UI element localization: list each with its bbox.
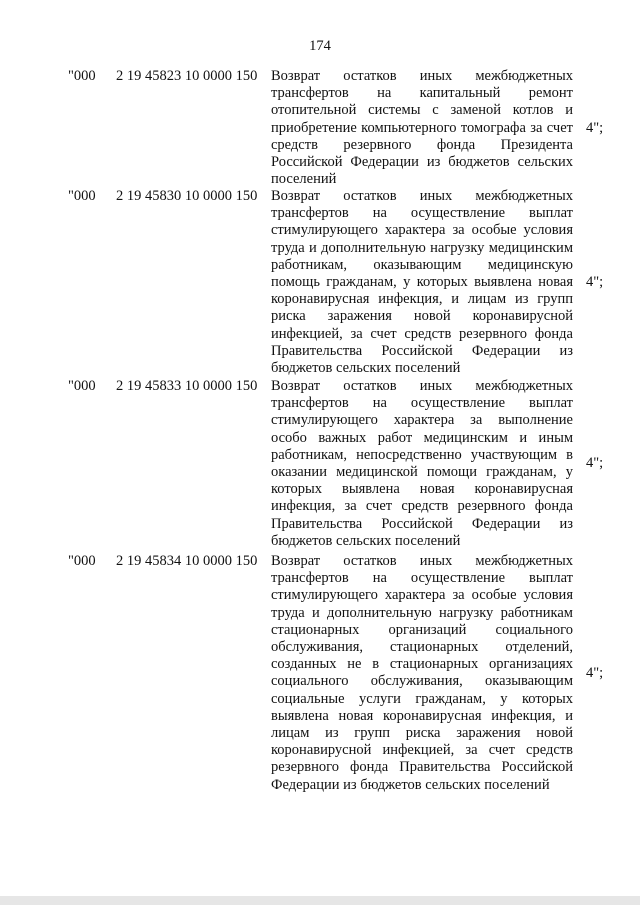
entry-description: Возврат остатков иных межбюджетных трансфертов на капитальный ремонт отопительной системы с заменой котлов и приобретение компьютерного томографа за счет средств резервного фонда Президента Российской Федерации из бюджетов сельских поселений bbox=[271, 68, 573, 188]
budget-classification-code: 2 19 45830 10 0000 150 bbox=[116, 188, 258, 204]
entry-description: Возврат остатков иных межбюджетных трансфертов на осуществление выплат стимулирующего характера за выполнение особо важных работ медицинским и иным работникам, непосредственно участвующим в оказании медицинской помощи гражданам, у которых выявлена новая коронавирусная инфекция, за счет средств резервного фонда Правительства Российской Федерации из бюджетов сельских поселений bbox=[271, 378, 573, 549]
budget-classification-code: 2 19 45823 10 0000 150 bbox=[116, 68, 258, 84]
budget-code-entry-45823 bbox=[0, 68, 640, 189]
entry-prefix: "000 bbox=[68, 68, 96, 84]
scan-bottom-edge bbox=[0, 896, 640, 905]
budget-code-entry-45834 bbox=[0, 553, 640, 813]
budget-classification-code: 2 19 45834 10 0000 150 bbox=[116, 553, 258, 569]
budget-code-entry-45833 bbox=[0, 378, 640, 551]
budget-classification-code: 2 19 45833 10 0000 150 bbox=[116, 378, 258, 394]
entry-prefix: "000 bbox=[68, 553, 96, 569]
page-number: 174 bbox=[309, 38, 331, 54]
budget-code-entry-45830 bbox=[0, 188, 640, 378]
entry-suffix: 4"; bbox=[586, 274, 604, 290]
entry-suffix: 4"; bbox=[586, 455, 604, 471]
entry-suffix: 4"; bbox=[586, 120, 604, 136]
entry-prefix: "000 bbox=[68, 188, 96, 204]
entry-description: Возврат остатков иных межбюджетных трансфертов на осуществление выплат стимулирующего характера за особые условия труда и дополнительную нагрузку медицинским работникам, оказывающим медицинскую помощь гражданам, у которых выявлена новая коронавирусная инфекция, и лицам из групп риска заражения новой коронавирусной инфекцией, за счет средств резервного фонда Правительства Российской Федерации из бюджетов сельских поселений bbox=[271, 188, 573, 377]
entry-suffix: 4"; bbox=[586, 665, 604, 681]
entry-prefix: "000 bbox=[68, 378, 96, 394]
entry-description: Возврат остатков иных межбюджетных трансфертов на осуществление выплат стимулирующего характера за особые условия труда и дополнительную нагрузку работникам стационарных организаций социального обслуживания, стационарных отделений, созданных не в стационарных организациях социального обслуживания, оказывающим социальные услуги гражданам, у которых выявлена новая коронавирусная инфекция, и лицам из групп риска заражения новой коронавирусной инфекцией, за счет средств резервного фонда Правительства Российской Федерации из бюджетов сельских поселений bbox=[271, 553, 573, 793]
